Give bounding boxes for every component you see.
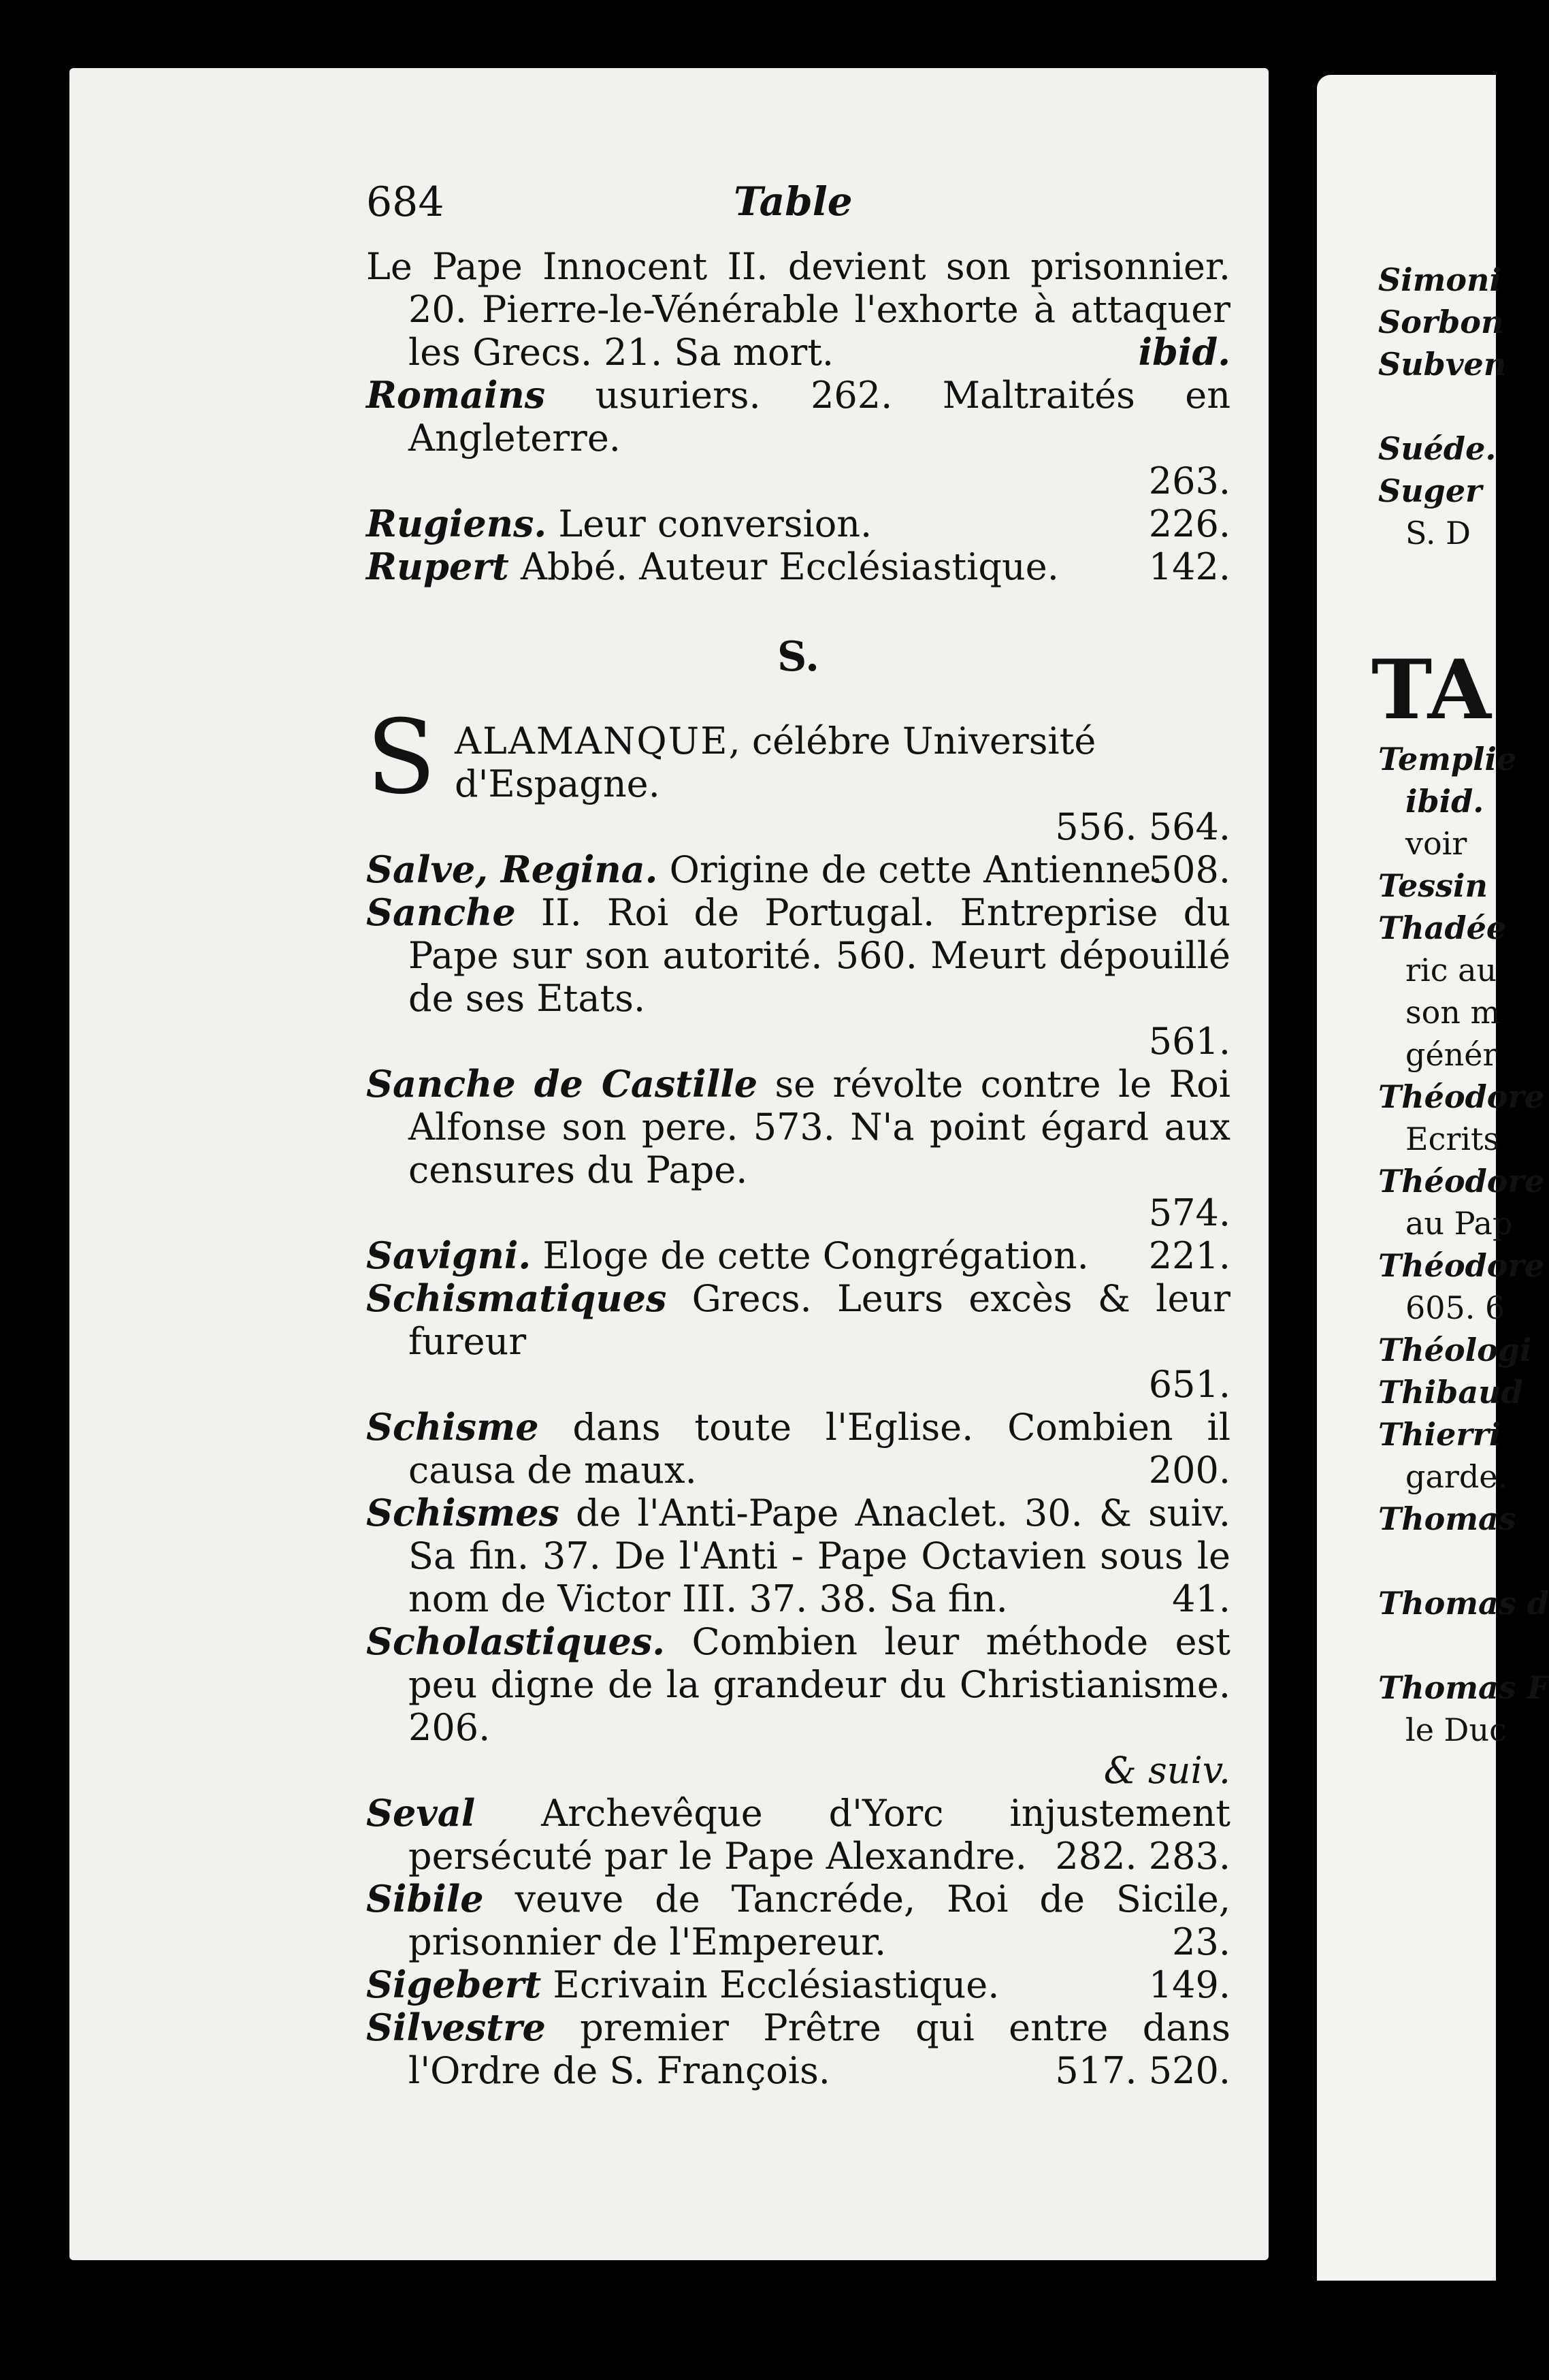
entry-keyword: Sanche — [366, 890, 516, 934]
index-column — [366, 245, 1230, 2092]
entry-keyword: ALAMANQUE — [455, 720, 729, 762]
facing-line — [1378, 1624, 1496, 1667]
facing-line: Thadée — [1378, 910, 1507, 946]
entry-keyword: Romains — [366, 373, 546, 417]
entry-text: premier Prêtre qui entre dans l'Ordre de S. François. — [408, 2006, 1230, 2092]
running-title: Table — [734, 178, 853, 225]
entry-text: dans toute l'Eglise. Combien il causa de maux. — [408, 1406, 1231, 1492]
entry-ref: 142. — [1148, 545, 1230, 588]
facing-line: Théologi — [1378, 1332, 1532, 1368]
facing-page-column — [1371, 259, 1549, 1751]
entry-text: II. Roi de Portugal. Entreprise du Pape sur son autorité. 560. Meurt dépouillé de ses Etats. — [408, 891, 1230, 1020]
entry-keyword: Schisme — [366, 1405, 539, 1449]
index-entry — [366, 1406, 1230, 1492]
index-entry — [366, 1792, 1230, 1878]
entry-ref: 226. — [1148, 502, 1230, 545]
entry-keyword: Rupert — [366, 545, 509, 588]
entry-text: usuriers. 262. Maltraités en Angleterre. — [408, 374, 1230, 460]
entry-keyword: Schismes — [366, 1491, 559, 1534]
facing-drop-cap: TA — [1371, 642, 1491, 738]
index-entry — [366, 1878, 1230, 1963]
facing-line: Théodore — [1378, 1247, 1544, 1284]
facing-line: Subven — [1378, 346, 1507, 383]
entry-keyword: Seval — [366, 1791, 476, 1835]
index-entry — [366, 848, 1230, 891]
entry-keyword: Scholastiques. — [366, 1620, 666, 1663]
entry-ref: 282. 283. — [1055, 1835, 1230, 1878]
entry-ref: 221. — [1148, 1234, 1230, 1277]
entry-keyword: Salve, Regina. — [366, 848, 658, 891]
entry-text: de l'Anti-Pape Anaclet. 30. & suiv. Sa fin. 37. De l'Anti - Pape Octavien sous le nom de Victor III. 37. 38. Sa fin. — [408, 1492, 1230, 1620]
entry-ref: & suiv. — [1103, 1749, 1230, 1792]
facing-line: garde. — [1405, 1458, 1508, 1495]
facing-line: Thomas d — [1378, 1585, 1549, 1622]
entry-ref: 41. — [1172, 1577, 1230, 1620]
facing-line: Suger — [1378, 472, 1482, 509]
index-entry — [366, 1234, 1230, 1277]
entry-keyword: Silvestre — [366, 2006, 546, 2049]
facing-line: Théodore — [1378, 1078, 1544, 1115]
facing-line: Sorbon — [1378, 304, 1504, 340]
facing-line: son m — [1405, 994, 1501, 1031]
entry-keyword: Sibile — [366, 1877, 484, 1920]
facing-line: le Duc — [1405, 1711, 1507, 1748]
index-entry — [366, 245, 1230, 374]
entry-keyword: Sigebert — [366, 1963, 542, 2006]
entry-text: Ecrivain Ecclésiastique. — [553, 1963, 1000, 2006]
entry-ref: ibid. — [1138, 330, 1230, 374]
entry-text: Leur conversion. — [558, 502, 873, 545]
index-entry — [366, 502, 1230, 545]
facing-line: Simoni — [1378, 261, 1501, 298]
entry-ref: 651. — [1148, 1363, 1230, 1406]
entry-ref: 263. — [1148, 460, 1230, 502]
entry-keyword: Rugiens. — [366, 502, 547, 545]
entry-ref: 149. — [1148, 1963, 1230, 2006]
entry-ref: 561. — [1148, 1020, 1230, 1063]
facing-line: S. D — [1405, 515, 1471, 551]
index-entry — [366, 1277, 1230, 1406]
facing-line: Thibaud — [1378, 1374, 1523, 1411]
facing-line: ric au — [1405, 952, 1497, 988]
entry-ref: 23. — [1172, 1920, 1230, 1963]
facing-line: Thomas F — [1378, 1669, 1549, 1706]
index-entry — [366, 545, 1230, 588]
entry-ref: 508. — [1148, 848, 1230, 891]
facing-line: Théodore — [1378, 1163, 1544, 1200]
entry-text: Grecs. Leurs excès & leur fureur — [408, 1277, 1230, 1363]
index-entry — [366, 1620, 1230, 1792]
index-entry — [366, 698, 1230, 848]
entry-ref: 556. 564. — [1055, 805, 1230, 848]
entry-text: se révolte contre le Roi Alfonse son pere. 573. N'a point égard aux censures du Pape. — [408, 1063, 1231, 1191]
facing-line: voir — [1405, 825, 1467, 862]
entry-text: Combien leur méthode est peu digne de la grandeur du Christianisme. 206. — [408, 1620, 1230, 1749]
facing-line: génér — [1405, 1036, 1498, 1073]
entry-text: Origine de cette Antienne. — [669, 848, 1163, 891]
page-header — [366, 178, 1230, 240]
facing-line: Suéde. — [1378, 430, 1497, 467]
page-number: 684 — [366, 178, 444, 226]
entry-keyword: Schismatiques — [366, 1276, 667, 1320]
facing-line: Ecrits — [1405, 1121, 1500, 1157]
facing-line: Templie — [1378, 741, 1517, 777]
entry-text: veuve de Tancréde, Roi de Sicile, prisonnier de l'Empereur. — [408, 1878, 1230, 1963]
entry-ref: 517. 520. — [1055, 2049, 1230, 2092]
entry-text: Eloge de cette Congrégation. — [542, 1234, 1089, 1277]
index-entry — [366, 374, 1230, 502]
facing-line: Thomas — [1378, 1500, 1516, 1537]
facing-line — [1378, 385, 1496, 428]
entry-text: Abbé. Auteur Ecclésiastique. — [520, 545, 1059, 588]
section-heading: S. — [777, 633, 820, 681]
facing-line: Tessin — [1378, 867, 1488, 904]
index-entry — [366, 1963, 1230, 2006]
index-entry — [366, 891, 1230, 1063]
facing-line — [1378, 1540, 1496, 1582]
entry-text: Archevêque d'Yorc injustement persécuté par le Pape Alexandre. — [408, 1792, 1230, 1878]
entry-keyword: Sanche de Castille — [366, 1062, 758, 1106]
entry-text: Le Pape Innocent II. devient son prisonnier. 20. Pierre-le-Vénérable l'exhorte à attaquer les Grecs. 21. Sa mort. — [366, 245, 1230, 374]
entry-ref: 200. — [1148, 1449, 1230, 1492]
facing-line: Thierri — [1378, 1416, 1501, 1453]
drop-cap: S — [366, 698, 436, 817]
index-entry — [366, 2006, 1230, 2092]
entry-keyword: Savigni. — [366, 1234, 532, 1277]
entry-ref: 574. — [1148, 1191, 1230, 1234]
index-entry — [366, 1492, 1230, 1620]
facing-line: au Pap — [1405, 1205, 1513, 1242]
facing-line: ibid. — [1405, 783, 1484, 820]
entry-text: , célébre Université d'Espagne. — [455, 720, 1096, 805]
index-entry — [366, 1063, 1230, 1234]
facing-line: 605. 6 — [1405, 1289, 1505, 1326]
